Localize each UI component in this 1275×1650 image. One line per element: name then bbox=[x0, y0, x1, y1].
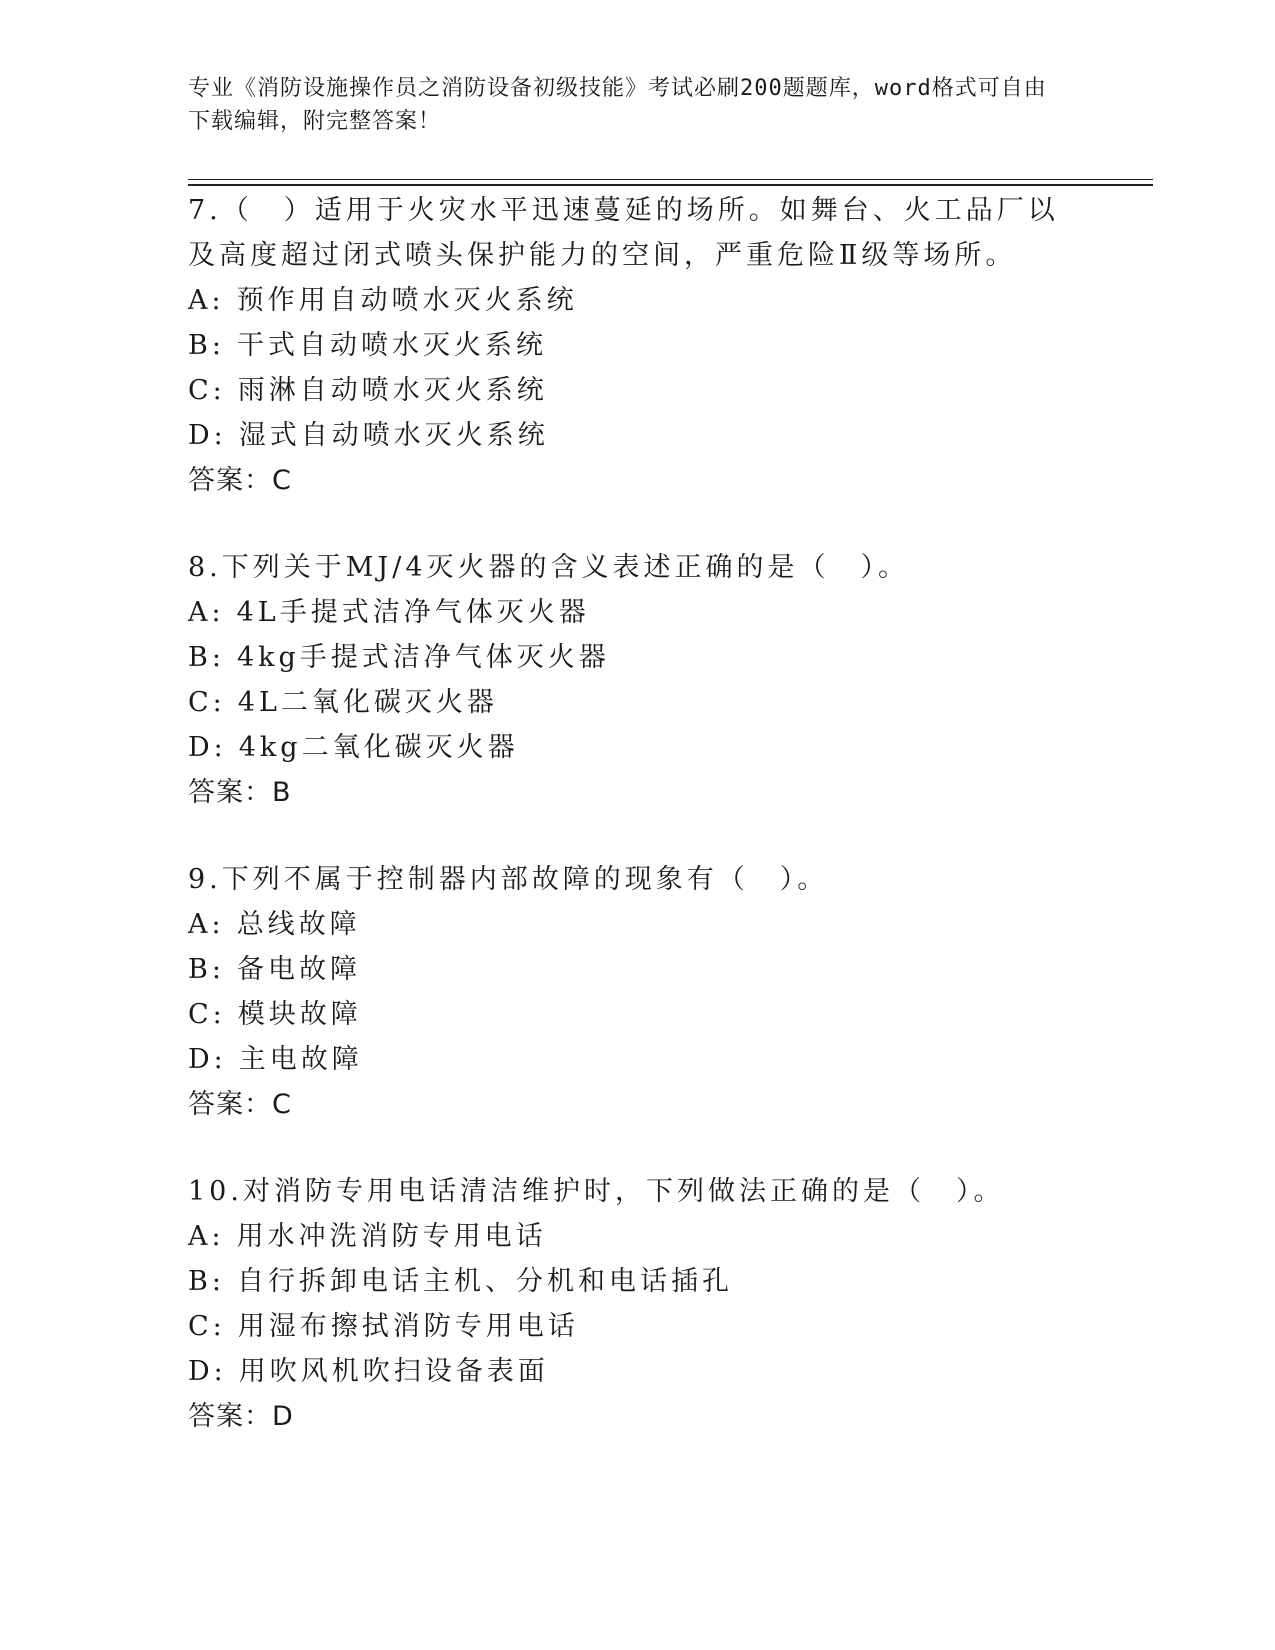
option-key: D: bbox=[188, 420, 227, 451]
option-text: 4kg二氧化碳灭火器 bbox=[238, 732, 519, 763]
question-8 bbox=[188, 545, 1153, 815]
option-d bbox=[188, 1349, 1153, 1394]
document-title: 专业《消防设施操作员之消防设备初级技能》考试必刷200题题库，word格式可自由下载编辑，附完整答案！ bbox=[188, 76, 1047, 134]
option-d bbox=[188, 725, 1153, 770]
option-a bbox=[188, 1214, 1153, 1259]
option-key: B: bbox=[188, 954, 225, 985]
option-text: 自行拆卸电话主机、分机和电话插孔 bbox=[236, 1266, 733, 1297]
option-a bbox=[188, 278, 1153, 323]
option-b bbox=[188, 635, 1153, 680]
question-10 bbox=[188, 1169, 1153, 1439]
option-a bbox=[188, 590, 1153, 635]
question-stem: 8.下列关于MJ/4灭火器的含义表述正确的是（ ）。 bbox=[188, 552, 910, 583]
option-key: A: bbox=[188, 285, 225, 316]
question-9 bbox=[188, 857, 1153, 1127]
option-key: C: bbox=[188, 687, 226, 718]
option-text: 雨淋自动喷水灭火系统 bbox=[237, 375, 548, 406]
option-key: C: bbox=[188, 1311, 226, 1342]
answer-line: 答案：C bbox=[188, 1089, 292, 1120]
option-b bbox=[188, 1259, 1153, 1304]
option-key: D: bbox=[188, 1356, 227, 1387]
option-text: 用水冲洗消防专用电话 bbox=[236, 1221, 547, 1252]
option-d bbox=[188, 1037, 1153, 1082]
option-key: B: bbox=[188, 330, 225, 361]
option-b bbox=[188, 947, 1153, 992]
option-key: A: bbox=[188, 597, 225, 628]
option-a bbox=[188, 902, 1153, 947]
option-key: A: bbox=[188, 909, 225, 940]
option-text: 总线故障 bbox=[236, 909, 361, 940]
answer-line: 答案：C bbox=[188, 465, 292, 496]
option-key: D: bbox=[188, 732, 227, 763]
header-divider bbox=[188, 179, 1153, 186]
option-text: 4kg手提式洁净气体灭火器 bbox=[236, 642, 610, 673]
option-key: C: bbox=[188, 999, 226, 1030]
question-list bbox=[188, 188, 1153, 1481]
option-text: 主电故障 bbox=[238, 1044, 363, 1075]
answer-line: 答案：D bbox=[188, 1401, 294, 1432]
option-text: 用吹风机吹扫设备表面 bbox=[238, 1356, 549, 1387]
option-key: B: bbox=[188, 1266, 225, 1297]
option-text: 预作用自动喷水灭火系统 bbox=[236, 285, 578, 316]
option-key: B: bbox=[188, 642, 225, 673]
option-text: 用湿布擦拭消防专用电话 bbox=[237, 1311, 579, 1342]
option-c bbox=[188, 680, 1153, 725]
question-stem: 9.下列不属于控制器内部故障的现象有（ ）。 bbox=[188, 864, 829, 895]
option-key: D: bbox=[188, 1044, 227, 1075]
document-header bbox=[188, 72, 1068, 138]
option-c bbox=[188, 1304, 1153, 1349]
question-7 bbox=[188, 188, 1153, 503]
option-text: 备电故障 bbox=[236, 954, 361, 985]
option-key: C: bbox=[188, 375, 226, 406]
question-stem: 7.（ ）适用于火灾水平迅速蔓延的场所。如舞台、火工品厂以及高度超过闭式喷头保护能力的空间，严重危险Ⅱ级等场所。 bbox=[188, 195, 1059, 271]
option-text: 4L手提式洁净气体灭火器 bbox=[236, 597, 590, 628]
question-stem: 10.对消防专用电话清洁维护时，下列做法正确的是（ ）。 bbox=[188, 1176, 1005, 1207]
option-c bbox=[188, 992, 1153, 1037]
option-b bbox=[188, 323, 1153, 368]
option-text: 4L二氧化碳灭火器 bbox=[237, 687, 498, 718]
answer-line: 答案：B bbox=[188, 777, 292, 808]
option-key: A: bbox=[188, 1221, 225, 1252]
option-text: 模块故障 bbox=[237, 999, 362, 1030]
option-d bbox=[188, 413, 1153, 458]
option-text: 湿式自动喷水灭火系统 bbox=[238, 420, 549, 451]
option-text: 干式自动喷水灭火系统 bbox=[236, 330, 547, 361]
option-c bbox=[188, 368, 1153, 413]
